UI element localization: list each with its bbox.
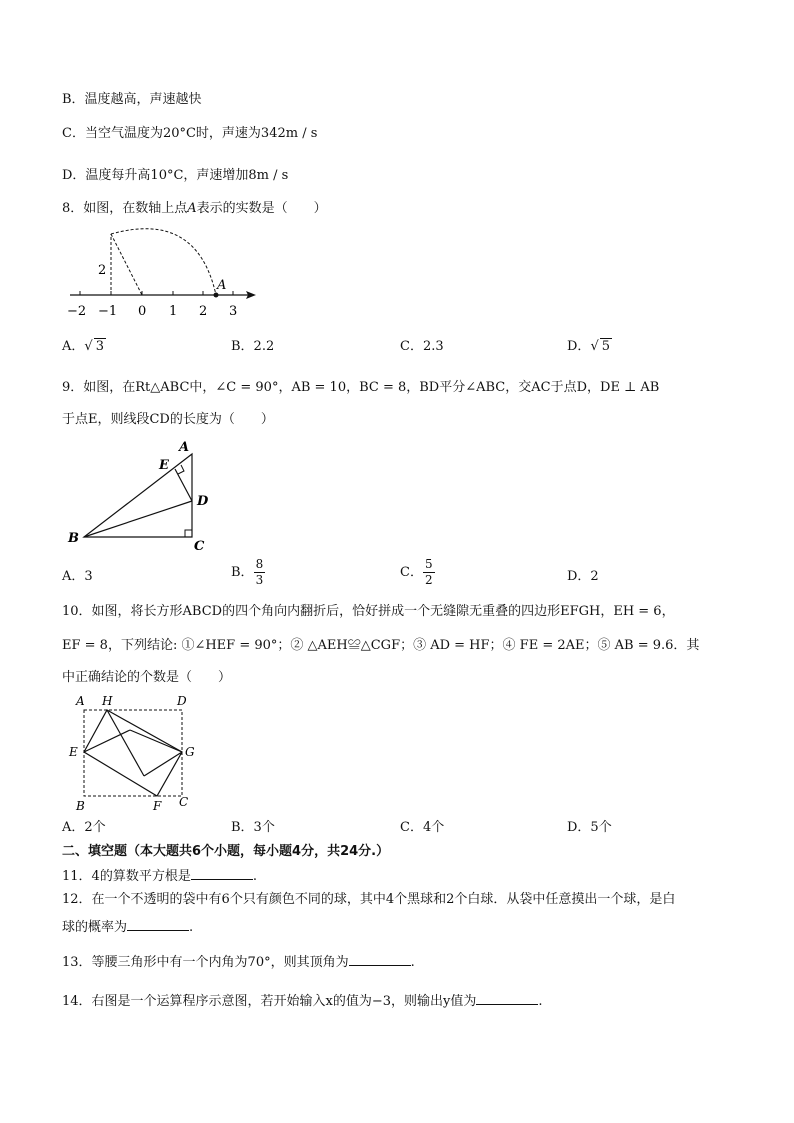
q11-answer-blank[interactable] (191, 866, 253, 880)
q10-rectangle-figure (62, 692, 202, 816)
q10-fold-line (130, 730, 182, 752)
q10-label-h: H (102, 694, 113, 708)
q7-option-b: B．温度越高，声速越快 (62, 92, 202, 107)
q8-number-line-figure (62, 222, 262, 322)
q8-tick-label: −1 (98, 304, 118, 319)
q8-tick-label: 2 (199, 304, 208, 319)
q10-label-a: A (76, 694, 85, 708)
q8-point-a (214, 293, 219, 298)
q9-option-a: A．3 (62, 569, 93, 584)
q10-option-a: A．2个 (62, 820, 106, 835)
q8-height-label: 2 (98, 263, 107, 278)
q9-label-b: B (68, 531, 79, 546)
q10-label-c: C (179, 795, 189, 809)
q9-right-angle-c (185, 530, 192, 537)
q7-option-c: C．当空气温度为20°C时，声速为342m / s (62, 126, 318, 141)
q12-answer-blank[interactable] (127, 917, 189, 931)
q10-label-e: E (69, 745, 78, 759)
q8-option-a: A．√ 3 (62, 339, 104, 354)
q10-label-g: G (185, 745, 195, 759)
q10-label-f: F (153, 799, 162, 813)
q8-hypotenuse (111, 234, 142, 295)
q8-tick-label: 1 (169, 304, 178, 319)
q9-option-c: C． $\frac{5}{2}$ (400, 557, 433, 587)
q8-tick-label: −2 (67, 304, 87, 319)
q9-option-d: D．2 (567, 569, 599, 584)
q10-rectangle-abcd (84, 710, 182, 796)
q10-stem-line1: 10．如图，将长方形ABCD的四个角向内翻折后，恰好拼成一个无缝隙无重叠的四边形EFGH，EH = 6， (62, 604, 675, 619)
q9-segment-bd (84, 501, 192, 537)
q8-option-b: B．2.2 (231, 339, 275, 354)
q9-label-e: E (159, 458, 169, 473)
q9-segment-de (175, 469, 192, 501)
q10-option-c: C．4个 (400, 820, 445, 835)
q10-fold-line (144, 752, 182, 776)
q10-quadrilateral-efgh (84, 710, 182, 796)
q9-triangle-abc (84, 454, 192, 537)
q12-stem-line1: 12．在一个不透明的袋中有6个只有颜色不同的球，其中4个黑球和2个白球．从袋中任意摸出一个球，是白 (62, 892, 676, 907)
q8-stem: 8．如图，在数轴上点A表示的实数是（ ） (62, 201, 327, 216)
q8-option-c: C．2.3 (400, 339, 444, 354)
q13-stem: 13．等腰三角形中有一个内角为70°，则其顶角为 . (62, 952, 415, 973)
q9-right-angle-e (178, 465, 184, 474)
section-title-fill-in: 二、填空题（本大题共6个小题，每小题4分，共24分.） (62, 844, 390, 859)
q14-stem: 14．右图是一个运算程序示意图，若开始输入x的值为−3，则输出y值为 . (62, 991, 543, 1012)
q8-tick-label: 3 (229, 304, 238, 319)
q10-stem-line2: EF = 8，下列结论: ①∠HEF = 90°；② △AEH≌△CGF；③ AD = HF；④ FE = 2AE；⑤ AB = 9.6．其 (62, 638, 700, 653)
q9-stem-line2: 于点E，则线段CD的长度为（ ） (62, 412, 274, 427)
q12-stem-line2: 球的概率为 . (62, 917, 193, 938)
q8-point-a-label: A (217, 278, 227, 293)
q8-arc (111, 229, 216, 295)
q8-option-d: D．√ 5 (567, 339, 611, 354)
q9-option-b: B． $\frac{8}{3}$ (231, 557, 264, 587)
q14-answer-blank[interactable] (476, 991, 538, 1005)
q11-stem: 11．4的算数平方根是 . (62, 866, 257, 887)
q10-fold-line (84, 730, 130, 752)
q9-stem-line1: 9．如图，在Rt△ABC中，∠C = 90°，AB = 10，BC = 8，BD平分∠ABC，交AC于点D，DE ⊥ AB (62, 380, 660, 395)
q9-label-a: A (179, 440, 190, 455)
q10-option-b: B．3个 (231, 820, 275, 835)
q9-label-c: C (194, 539, 205, 554)
q9-label-d: D (197, 494, 209, 509)
q10-stem-line3: 中正确结论的个数是（ ） (62, 670, 232, 685)
q13-answer-blank[interactable] (349, 952, 411, 966)
q8-tick-label: 0 (138, 304, 147, 319)
q10-label-b: B (76, 799, 85, 813)
q10-label-d: D (177, 694, 187, 708)
q10-option-d: D．5个 (567, 820, 612, 835)
q9-triangle-figure (62, 438, 222, 558)
q7-option-d: D．温度每升高10°C，声速增加8m / s (62, 168, 289, 183)
